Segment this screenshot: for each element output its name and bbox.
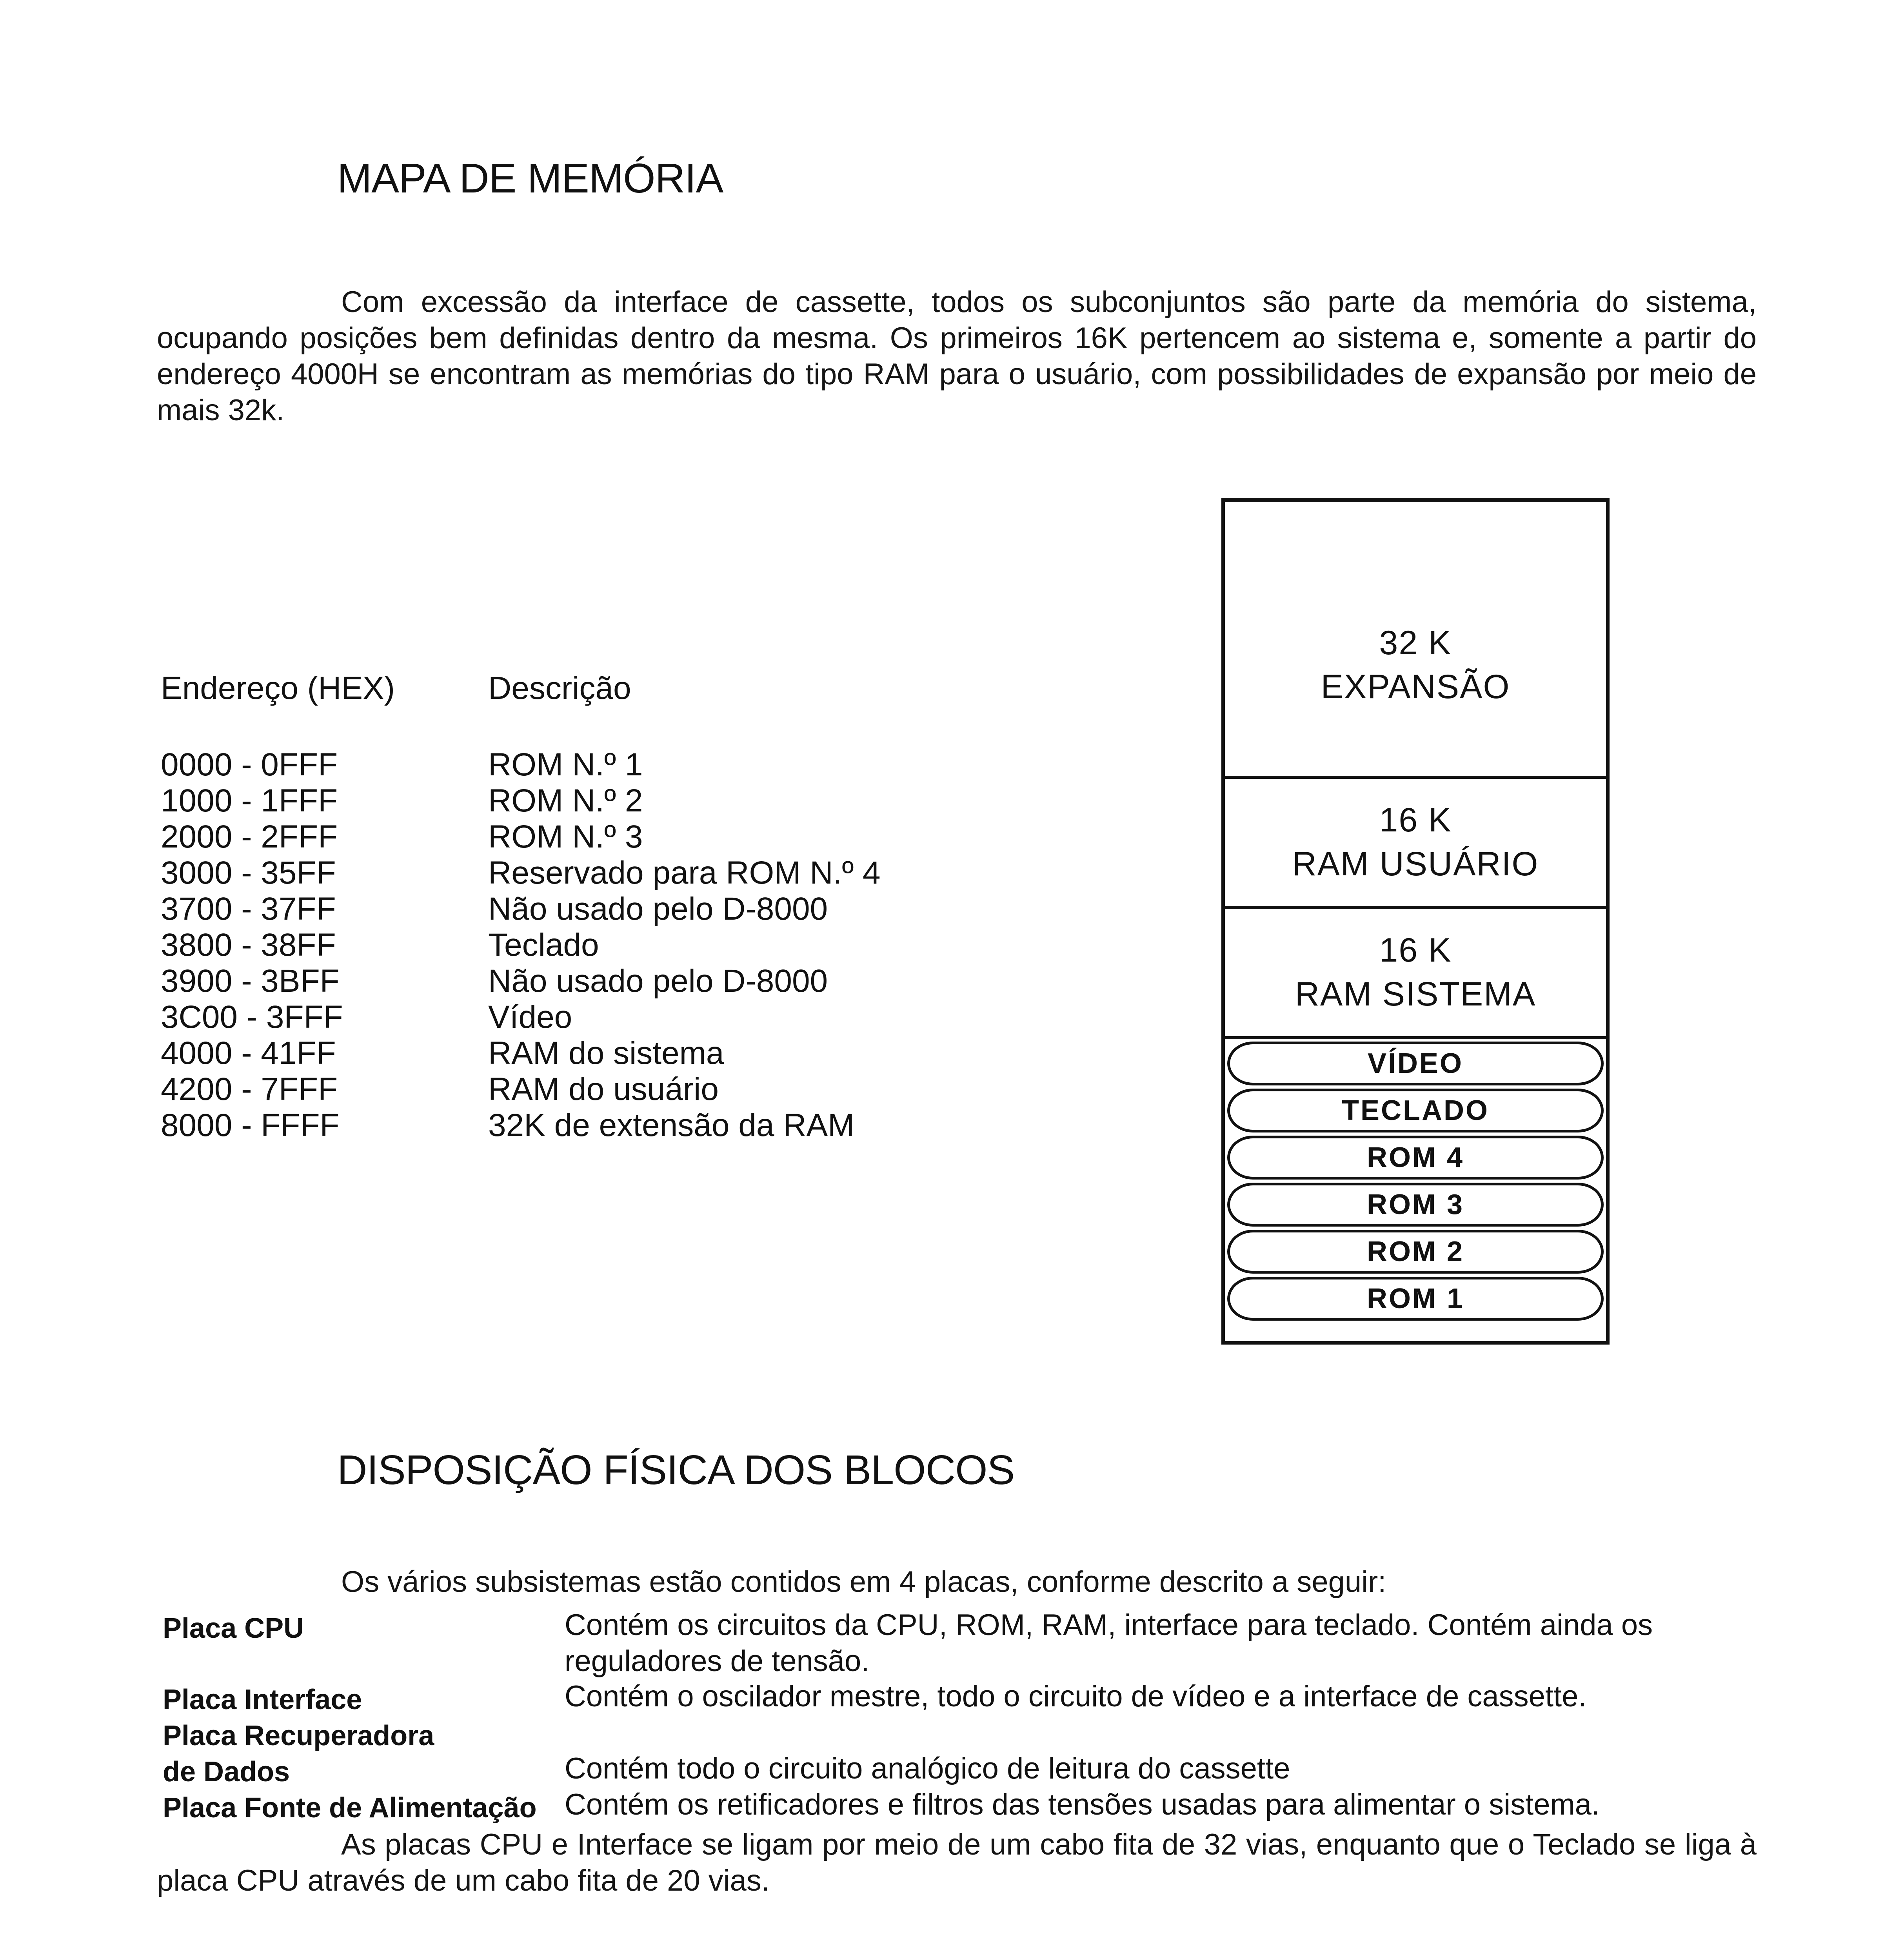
board-recovery-text: Contém todo o circuito analógico de leitura do cassette [565, 1752, 1290, 1785]
table-cell-description: Teclado [488, 927, 599, 963]
block-rom-3: ROM 3 [1227, 1183, 1604, 1227]
table-cell-description: ROM N.º 3 [488, 819, 643, 855]
memory-map-paragraph [157, 284, 1757, 428]
section-title-memory-map: MAPA DE MEMÓRIA [337, 155, 723, 201]
table-cell-description: Vídeo [488, 999, 572, 1035]
table-cell-description: RAM do usuário [488, 1071, 719, 1107]
block-ram-system-size: 16 K [1379, 931, 1452, 969]
block-ram-system [1225, 909, 1606, 1035]
block-expansion-size: 32 K [1379, 624, 1452, 662]
board-power-text: Contém os retificadores e filtros das tensões usadas para alimentar o sistema. [565, 1788, 1600, 1821]
table-cell-address: 4200 - 7FFF [161, 1071, 338, 1107]
table-header-address: Endereço (HEX) [161, 670, 395, 706]
block-expansion-label: EXPANSÃO [1321, 668, 1510, 706]
table-cell-description: Não usado pelo D-8000 [488, 891, 828, 927]
block-rom-1: ROM 1 [1227, 1277, 1604, 1321]
table-cell-description: Não usado pelo D-8000 [488, 963, 828, 999]
physical-layout-closing-text: As placas CPU e Interface se ligam por meio de um cabo fita de 32 vias, enquanto que o Teclado se liga à placa CPU através de um cabo fita de 20 vias. [157, 1828, 1757, 1897]
block-ram-user-size: 16 K [1379, 801, 1452, 839]
table-cell-address: 8000 - FFFF [161, 1107, 340, 1143]
table-cell-description: Reservado para ROM N.º 4 [488, 855, 881, 891]
board-recovery-label-cont: de Dados [163, 1756, 290, 1788]
physical-layout-intro: Os vários subsistemas estão contidos em 4 placas, conforme descrito a seguir: [341, 1565, 1386, 1599]
block-ram-system-label: RAM SISTEMA [1295, 975, 1536, 1013]
divider [1225, 776, 1606, 779]
block-ram-user [1225, 779, 1606, 905]
table-cell-description: ROM N.º 2 [488, 783, 643, 818]
divider [1225, 1036, 1606, 1039]
board-cpu-label: Placa CPU [163, 1613, 304, 1644]
memory-map-diagram [1221, 498, 1610, 1345]
table-cell-address: 3C00 - 3FFF [161, 999, 343, 1035]
block-rom-2: ROM 2 [1227, 1230, 1604, 1274]
board-cpu-text: Contém os circuitos da CPU, ROM, RAM, interface para teclado. Contém ainda os reguladores de tensão. [565, 1608, 1653, 1678]
table-cell-address: 1000 - 1FFF [161, 783, 338, 818]
table-cell-address: 3000 - 35FF [161, 855, 336, 891]
board-interface-text: Contém o oscilador mestre, todo o circuito de vídeo e a interface de cassette. [565, 1680, 1587, 1713]
table-header-description: Descrição [488, 670, 631, 706]
board-power-label: Placa Fonte de Alimentação [163, 1792, 537, 1824]
table-cell-address: 3800 - 38FF [161, 927, 336, 963]
block-video: VÍDEO [1227, 1042, 1604, 1085]
table-cell-description: 32K de extensão da RAM [488, 1107, 855, 1143]
block-keyboard: TECLADO [1227, 1089, 1604, 1132]
block-rom-4: ROM 4 [1227, 1136, 1604, 1180]
table-cell-address: 3700 - 37FF [161, 891, 336, 927]
table-cell-address: 3900 - 3BFF [161, 963, 340, 999]
table-cell-address: 4000 - 41FF [161, 1035, 336, 1071]
board-interface-label: Placa Interface [163, 1684, 362, 1715]
block-ram-user-label: RAM USUÁRIO [1292, 845, 1539, 883]
block-expansion [1225, 502, 1606, 777]
table-cell-address: 0000 - 0FFF [161, 747, 338, 782]
section-title-physical-layout: DISPOSIÇÃO FÍSICA DOS BLOCOS [337, 1447, 1015, 1493]
board-recovery-label: Placa Recuperadora [163, 1720, 434, 1751]
table-cell-description: RAM do sistema [488, 1035, 724, 1071]
table-cell-address: 2000 - 2FFF [161, 819, 338, 855]
table-cell-description: ROM N.º 1 [488, 747, 643, 782]
physical-layout-closing [157, 1827, 1757, 1899]
memory-map-paragraph-text: Com excessão da interface de cassette, todos os subconjuntos são parte da memória do sistema, ocupando posições bem definidas dentro da mesma. Os primeiros 16K pertencem ao sistema e, somente a partir do endereço 4000H se encontram as memórias do tipo RAM para o usuário, com possibilidades de expansão por meio de mais 32k. [157, 285, 1757, 427]
divider [1225, 906, 1606, 909]
